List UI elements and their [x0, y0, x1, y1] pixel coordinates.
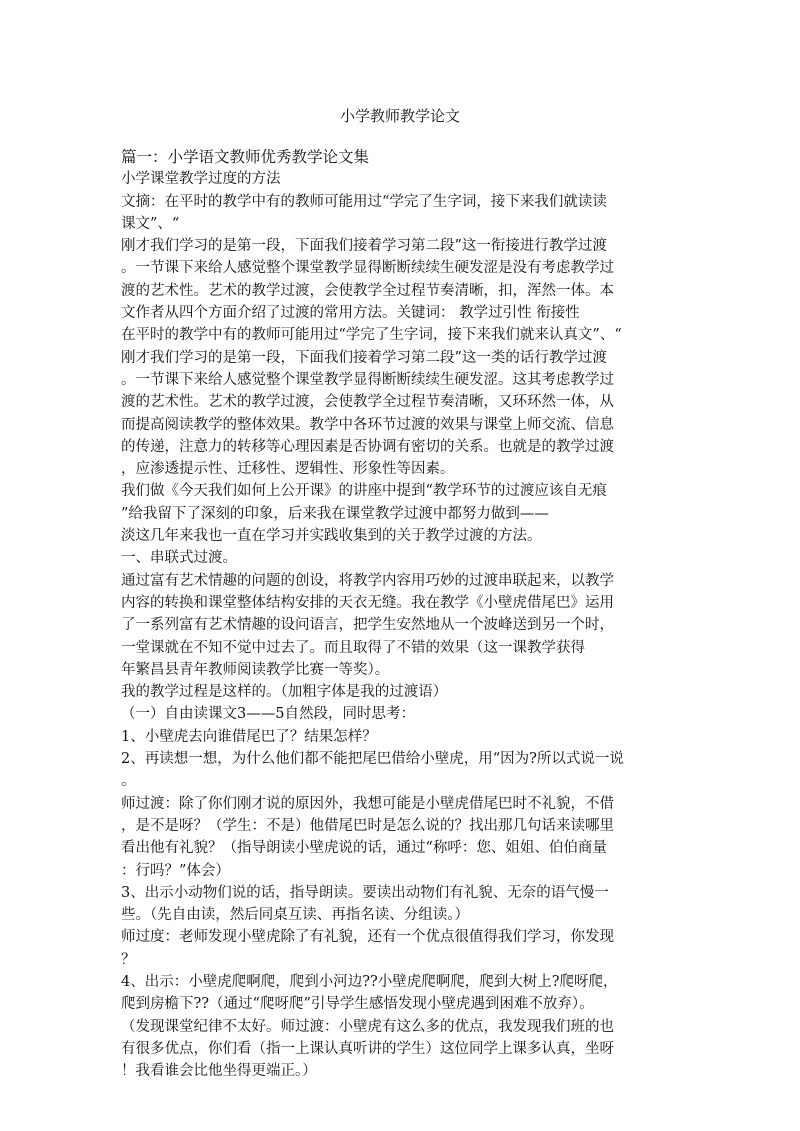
paragraph-line: 年繁昌县青年教师阅读教学比赛一等奖）。	[121, 661, 390, 678]
paragraph-line: ，应渗透提示性、迁移性、逻辑性、形象性等因素。	[121, 461, 455, 478]
paragraph-line: 渡的艺术性。艺术的教学过渡，会使教学全过程节奏清晰，又环环然一体，从	[121, 394, 614, 411]
paragraph-line: 在平时的教学中有的教师可能用过“学完了生字词，接下来我们就来认真文”、“	[121, 327, 622, 344]
document-body	[121, 146, 691, 1082]
paragraph-line: 了一系列富有艺术情趣的设问语言，把学生安然地从一个波峰送到另一个时，	[121, 617, 614, 634]
paragraph-line: 爬到房檐下??（通过“爬呀爬”引导学生感悟发现小壁虎遇到困难不放弃）。	[121, 996, 594, 1013]
paragraph-line: 看出他有礼貌？（指导朗读小壁虎说的话，通过“称呼：您、姐姐、伯伯商量	[121, 840, 607, 857]
paragraph-line: ！我看谁会比他坐得更端正。）	[121, 1063, 317, 1080]
paragraph-line: 4、出示：小壁虎爬啊爬，爬到小河边??小壁虎爬啊爬，爬到大树上?爬呀爬，	[121, 973, 618, 990]
paragraph-line: 我们做《今天我们如何上公开课》的讲座中提到“教学环节的过渡应该自无痕	[121, 483, 607, 500]
paragraph-line: 师过渡：除了你们刚才说的原因外，我想可能是小壁虎借尾巴时不礼貌，不借	[121, 795, 614, 812]
paragraph-line: ？	[121, 951, 136, 968]
paragraph-line: 课文”、“	[121, 215, 180, 232]
section-heading: 篇一：小学语文教师优秀教学论文集	[121, 148, 370, 166]
paragraph-line: 的传递，注意力的转移等心理因素是否协调有密切的关系。也就是的教学过渡	[121, 438, 614, 455]
paragraph-line: 一堂课就在不知不觉中过去了。而且取得了不错的效果（这一课教学获得	[121, 639, 585, 656]
paragraph-line: ：行吗？”体会）	[121, 862, 230, 879]
paragraph-line: ”给我留下了深刻的印象，后来我在课堂教学过渡中都努力做到——	[121, 505, 549, 522]
paragraph-line: 。一节课下来给人感觉整个课堂教学显得断断续续生硬发涩。这其考虑教学过	[121, 371, 614, 388]
paragraph-line: （发现课堂纪律不太好。师过渡：小壁虎有这么多的优点，我发现我们班的也	[121, 1018, 614, 1035]
paragraph-line: 小学课堂教学过度的方法	[121, 171, 281, 188]
paragraph-line: 。一节课下来给人感觉整个课堂教学显得断断续续生硬发涩是没有考虑教学过	[121, 260, 614, 277]
paragraph-line: 渡的艺术性。艺术的教学过渡，会使教学全过程节奏清晰，扣，浑然一体。本	[121, 282, 614, 299]
paragraph-line: 通过富有艺术情趣的问题的创设，将教学内容用巧妙的过渡串联起来，以教学	[121, 572, 614, 589]
paragraph-line: 文摘：在平时的教学中有的教师可能用过“学完了生字词，接下来我们就读读	[121, 193, 607, 210]
paragraph-line: 淡这几年来我也一直在学习并实践收集到的关于教学过渡的方法。	[121, 528, 542, 545]
paragraph-line: 有很多优点，你们看（指一上课认真听讲的学生）这位同学上课多认真，坐呀	[121, 1040, 614, 1057]
paragraph-line: 刚才我们学习的是第一段，下面我们接着学习第二段”这一衔接进行教学过渡	[121, 238, 607, 255]
paragraph-line: 刚才我们学习的是第一段，下面我们接着学习第二段”这一类的话行教学过渡	[121, 349, 607, 366]
paragraph-line: 文作者从四个方面介绍了过渡的常用方法。关键词： 教学过引性 衔接性	[121, 305, 580, 322]
paragraph-line: 2、再读想一想，为什么他们都不能把尾巴借给小壁虎，用“因为?所以式说一说	[121, 751, 624, 768]
paragraph-line: 3、出示小动物们说的话，指导朗读。要读出动物们有礼貌、无奈的语气慢一	[121, 884, 609, 901]
paragraph-line: （一）自由读课文3——5自然段，同时思考：	[121, 706, 415, 723]
paragraph-line: 内容的转换和课堂整体结构安排的天衣无缝。我在教学《小壁虎借尾巴》运用	[121, 594, 614, 611]
document-title: 小学教师教学论文	[339, 107, 460, 125]
paragraph-line: 我的教学过程是这样的。（加粗字体是我的过渡语）	[121, 684, 448, 701]
paragraph-line: 些。（先自由读，然后同桌互读、再指名读、分组读。）	[121, 907, 469, 924]
paragraph-line: 而提高阅读教学的整体效果。教学中各环节过渡的效果与课堂上师交流、信息	[121, 416, 614, 433]
paragraph-line: 1、小壁虎去向谁借尾巴了？结果怎样？	[121, 728, 377, 745]
paragraph-line: 一、串联式过渡。	[121, 550, 237, 567]
paragraph-line: ，是不是呀？（学生：不是）他借尾巴时是怎么说的？找出那几句话来读哪里	[121, 817, 614, 834]
paragraph-line: 。	[121, 773, 136, 790]
paragraph-line: 师过度：老师发现小壁虎除了有礼貌，还有一个优点很值得我们学习，你发现	[121, 929, 614, 946]
